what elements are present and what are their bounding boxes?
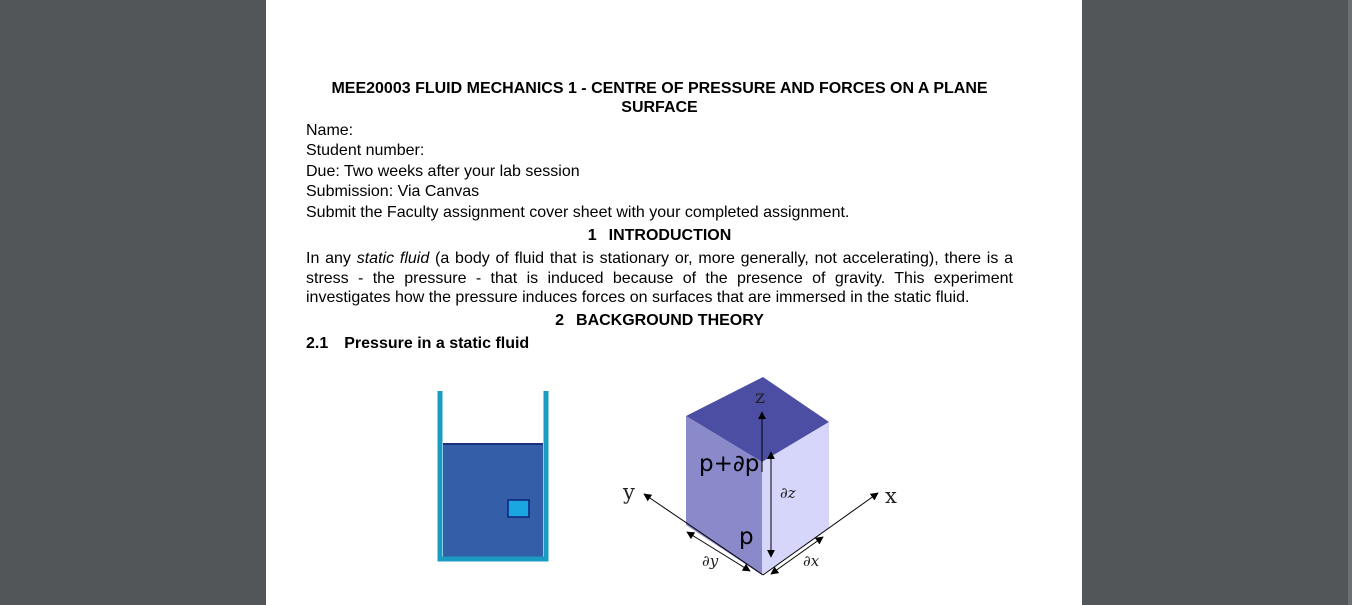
- cube-diagram: [622, 377, 897, 575]
- fluid-element-box: [508, 500, 529, 517]
- cover-sheet-line: Submit the Faculty assignment cover sheet with your completed assignment.: [306, 204, 850, 221]
- subsection-title: Pressure in a static fluid: [344, 335, 530, 352]
- container-diagram: [440, 391, 546, 559]
- y-label: y: [623, 480, 635, 504]
- fluid-element-figure: [266, 360, 1082, 605]
- dz-label: ∂z: [780, 484, 796, 502]
- introduction-paragraph: [306, 249, 1013, 308]
- name-line: Name:: [306, 122, 354, 139]
- figure-caption-clipped: [306, 599, 1013, 605]
- x-label: x: [885, 484, 897, 508]
- paragraph-text: (a body of fluid that is stationary or, more generally, not accelerating), there is a stress - the pressure - that is induced because of the presence of gravity. This experiment investigates how the pressure induces forces on surfaces that are immersed in the static fluid.: [306, 250, 1014, 307]
- z-label: z: [755, 386, 766, 408]
- section-number: 2: [555, 312, 565, 329]
- section-title: BACKGROUND THEORY: [576, 312, 764, 329]
- submission-line: Submission: Via Canvas: [306, 183, 480, 200]
- scrollbar[interactable]: [1348, 0, 1352, 605]
- pressure-bottom-label: p: [739, 524, 754, 550]
- due-line: Due: Two weeks after your lab session: [306, 163, 580, 180]
- section-heading-introduction: [306, 226, 1013, 245]
- pressure-top-label: p+∂p: [699, 451, 760, 477]
- emphasis-static-fluid: static fluid: [356, 250, 430, 267]
- document-page: [266, 0, 1082, 605]
- dx-label: ∂x: [803, 552, 820, 570]
- paragraph-text: In any: [306, 250, 357, 267]
- section-heading-background-theory: [306, 311, 1013, 330]
- document-title: MEE20003 FLUID MECHANICS 1 - CENTRE OF PRESSURE AND FORCES ON A PLANE SURFACE: [331, 80, 988, 116]
- section-number: 1: [587, 227, 597, 244]
- student-number-line: Student number:: [306, 142, 425, 159]
- dy-label: ∂y: [702, 552, 719, 570]
- subsection-number: 2.1: [306, 335, 329, 352]
- subsection-heading-pressure: [306, 334, 529, 353]
- section-title: INTRODUCTION: [608, 227, 732, 244]
